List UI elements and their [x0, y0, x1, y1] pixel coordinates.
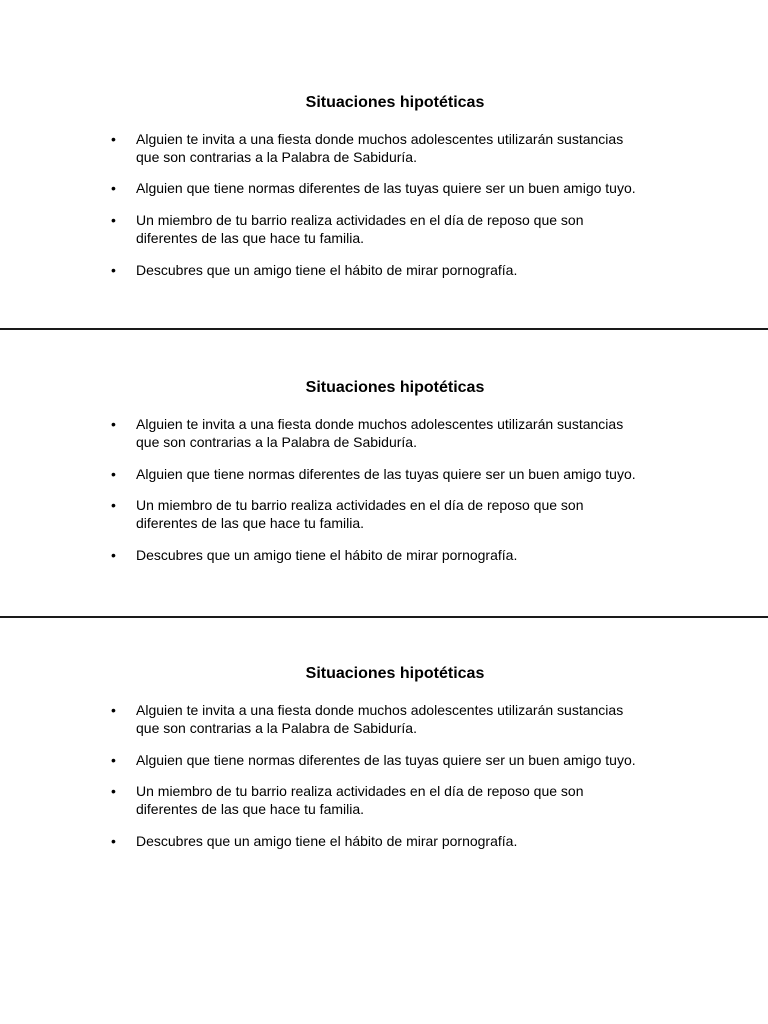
- bullet-icon: •: [111, 702, 116, 718]
- bullet-icon: •: [111, 212, 116, 228]
- list-item-text: Descubres que un amigo tiene el hábito de mirar pornografía.: [136, 833, 518, 849]
- list-item-text: Alguien te invita a una fiesta donde muchos adolescentes utilizarán sustancias que son contrarias a la Palabra de Sabiduría.: [136, 416, 624, 450]
- list-item-text: Un miembro de tu barrio realiza actividades en el día de reposo que son diferentes de las que hace tu familia.: [136, 783, 584, 817]
- list-item-text: Alguien te invita a una fiesta donde muchos adolescentes utilizarán sustancias que son contrarias a la Palabra de Sabiduría.: [136, 131, 624, 165]
- list-item-text: Un miembro de tu barrio realiza actividades en el día de reposo que son diferentes de las que hace tu familia.: [136, 497, 584, 531]
- bullet-icon: •: [111, 497, 116, 513]
- bullet-icon: •: [111, 547, 116, 563]
- list-item-text: Alguien te invita a una fiesta donde muchos adolescentes utilizarán sustancias que son contrarias a la Palabra de Sabiduría.: [136, 702, 624, 736]
- bullet-icon: •: [111, 416, 116, 432]
- bullet-icon: •: [111, 180, 116, 196]
- card-title: Situaciones hipotéticas: [305, 94, 485, 111]
- card-title: Situaciones hipotéticas: [305, 379, 485, 396]
- list-item-text: Alguien que tiene normas diferentes de las tuyas quiere ser un buen amigo tuyo.: [136, 752, 636, 768]
- bullet-icon: •: [111, 783, 116, 799]
- list-item-text: Descubres que un amigo tiene el hábito de mirar pornografía.: [136, 547, 518, 563]
- cut-line-divider: [0, 616, 768, 618]
- list-item-text: Alguien que tiene normas diferentes de las tuyas quiere ser un buen amigo tuyo.: [136, 180, 636, 196]
- cut-line-divider: [0, 328, 768, 330]
- list-item-text: Alguien que tiene normas diferentes de las tuyas quiere ser un buen amigo tuyo.: [136, 466, 636, 482]
- bullet-icon: •: [111, 131, 116, 147]
- bullet-icon: •: [111, 466, 116, 482]
- card-title: Situaciones hipotéticas: [305, 665, 485, 682]
- bullet-icon: •: [111, 833, 116, 849]
- bullet-icon: •: [111, 262, 116, 278]
- list-item-text: Un miembro de tu barrio realiza actividades en el día de reposo que son diferentes de las que hace tu familia.: [136, 212, 584, 246]
- list-item-text: Descubres que un amigo tiene el hábito de mirar pornografía.: [136, 262, 518, 278]
- bullet-icon: •: [111, 752, 116, 768]
